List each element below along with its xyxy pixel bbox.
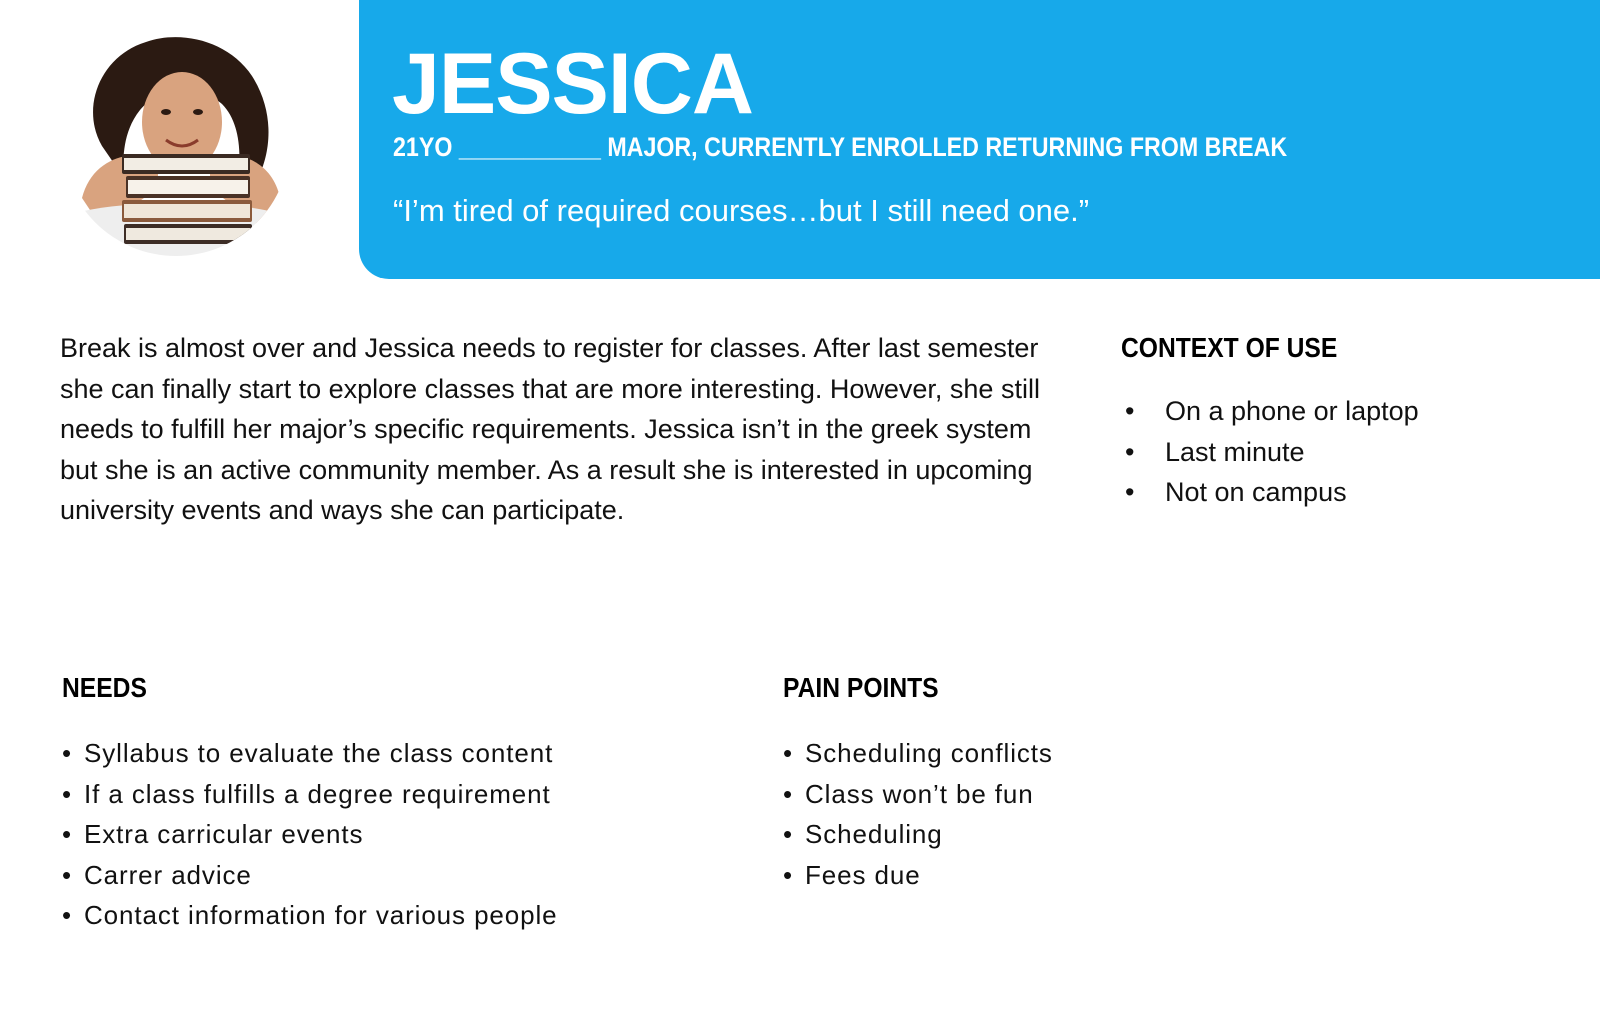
needs-list xyxy=(62,733,702,936)
list-item xyxy=(783,733,1383,774)
needs-heading: NEEDS xyxy=(62,672,147,703)
pain-points-heading: PAIN POINTS xyxy=(783,672,939,703)
pain-points-list xyxy=(783,733,1383,895)
bullet-icon: • xyxy=(62,778,73,809)
bullet-icon: • xyxy=(783,738,794,768)
bullet-icon: • xyxy=(62,859,73,890)
bullet-icon: • xyxy=(783,778,794,809)
list-item xyxy=(62,774,702,815)
bullet-icon: • xyxy=(783,819,794,849)
persona-photo xyxy=(62,28,290,256)
list-item-label: Class won’t be fun xyxy=(805,778,1034,809)
list-item xyxy=(62,855,702,896)
persona-avatar xyxy=(62,28,290,256)
list-item-label: Extra carricular events xyxy=(84,819,364,849)
list-item xyxy=(783,774,1383,815)
list-item-label: Last minute xyxy=(1165,436,1305,467)
list-item-label: Contact information for various people xyxy=(84,900,558,930)
list-item xyxy=(1121,472,1581,513)
list-item-label: Carrer advice xyxy=(84,859,252,890)
list-item xyxy=(62,895,702,936)
list-item-label: Scheduling conflicts xyxy=(805,738,1053,768)
bullet-icon: • xyxy=(1125,477,1135,507)
bullet-icon: • xyxy=(62,738,73,768)
pain-points-section xyxy=(783,671,1383,895)
list-item xyxy=(62,733,702,774)
context-of-use-heading: CONTEXT OF USE xyxy=(1121,332,1338,363)
context-of-use-section xyxy=(1121,331,1581,513)
list-item-label: Fees due xyxy=(805,859,921,890)
needs-section xyxy=(62,671,702,936)
bullet-icon: • xyxy=(62,900,73,930)
list-item xyxy=(783,814,1383,855)
list-item-label: Not on campus xyxy=(1165,477,1347,507)
bullet-icon: • xyxy=(62,819,73,849)
list-item xyxy=(1121,391,1581,432)
list-item xyxy=(1121,432,1581,473)
list-item-label: If a class fulfills a degree requirement xyxy=(84,778,551,809)
persona-bio: Break is almost over and Jessica needs to register for classes. After last semester she can finally start to explore classes that are more interesting. However, she still needs to fulfill her major’s specific requirements. Jessica isn’t in the greek system but she is an active community member. As a result she is interested in upcoming university events and ways she can participate. xyxy=(60,333,1040,525)
list-item-label: On a phone or laptop xyxy=(1165,396,1419,426)
persona-header xyxy=(359,0,1600,279)
list-item-label: Syllabus to evaluate the class content xyxy=(84,738,554,768)
bullet-icon: • xyxy=(1125,396,1135,426)
bullet-icon: • xyxy=(783,859,794,890)
context-of-use-list xyxy=(1121,391,1581,513)
bullet-icon: • xyxy=(1125,436,1135,467)
persona-name: JESSICA xyxy=(392,36,754,132)
persona-quote: “I’m tired of required courses…but I still need one.” xyxy=(393,193,1090,228)
persona-subtitle: 21YO ___________ MAJOR, CURRENTLY ENROLLED RETURNING FROM BREAK xyxy=(393,132,1288,162)
list-item xyxy=(62,814,702,855)
list-item-label: Scheduling xyxy=(805,819,943,849)
list-item xyxy=(783,855,1383,896)
